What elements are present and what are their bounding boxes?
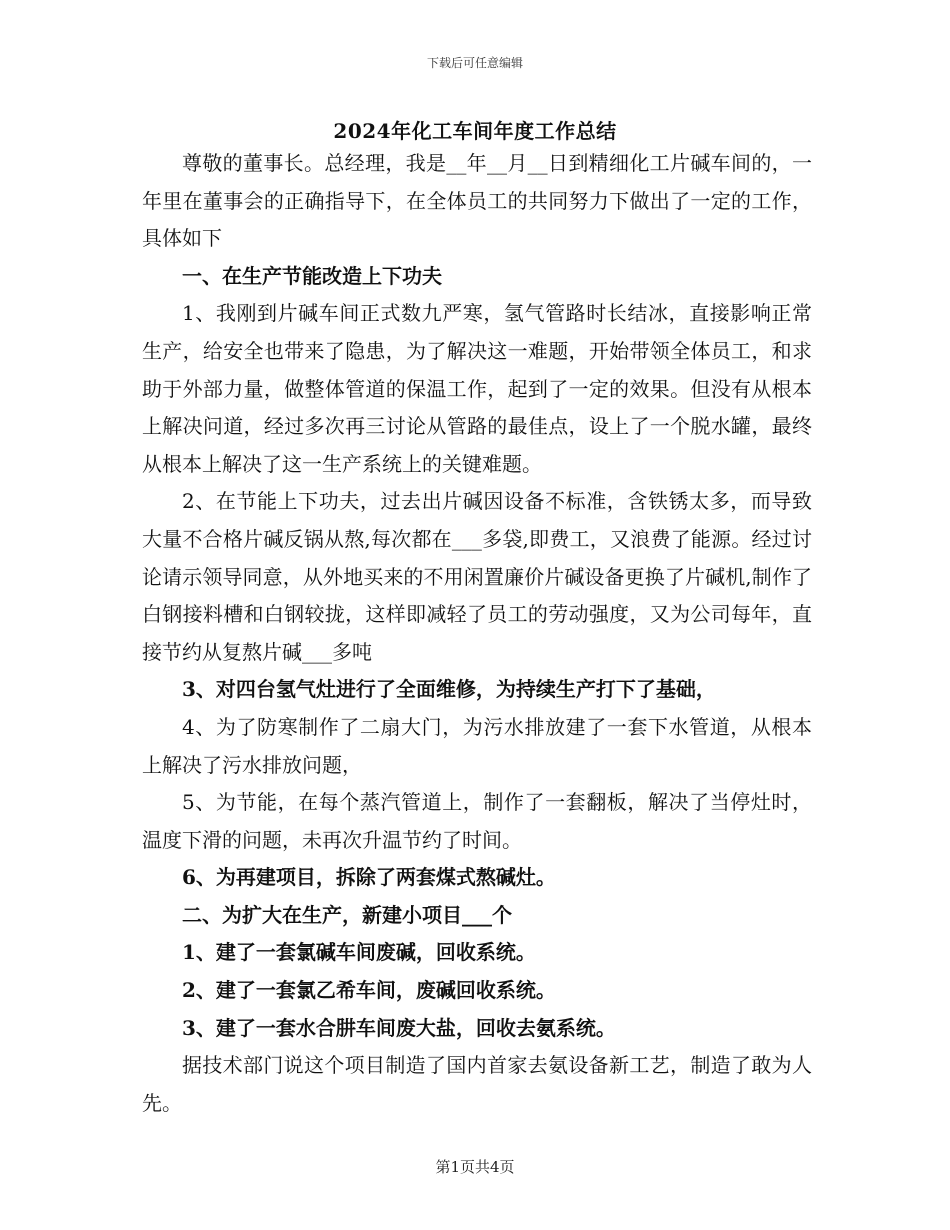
project-item-3: 3、建了一套水合肼车间废大盐，回收去氨系统。 xyxy=(182,1015,616,1040)
page-footer: 第1页共4页 xyxy=(435,1158,515,1176)
project-item-1: 1、建了一套氯碱车间废碱，回收系统。 xyxy=(182,940,536,965)
section-heading-1: 一、在生产节能改造上下功夫 xyxy=(182,263,442,288)
paragraph-closing: 据技术部门说这个项目制造了国内首家去氨设备新工艺，制造了敢为人先。 xyxy=(142,1053,812,1115)
paragraph-intro: 尊敬的董事长。总经理，我是__年__月__日到精细化工片碱车间的，一年里在董事会的正确指导下，在全体员工的共同努力下做出了一定的工作，具体如下 xyxy=(142,151,812,251)
header-note: 下载后可任意编辑 xyxy=(426,56,523,70)
paragraph-item-6: 6、为再建项目，拆除了两套煤式熬碱灶。 xyxy=(182,865,556,890)
document-title: 2024年化工车间年度工作总结 xyxy=(333,119,617,143)
paragraph-item-3: 3、对四台氢气灶进行了全面维修，为持续生产打下了基础， xyxy=(182,677,716,702)
project-item-2: 2、建了一套氯乙希车间，废碱回收系统。 xyxy=(182,978,556,1003)
paragraph-item-1: 1、我刚到片碱车间正式数九严寒，氢气管路时长结冰，直接影响正常生产，给安全也带来了隐患，为了解决这一难题，开始带领全体员工，和求助于外部力量，做整体管道的保温工作，起到了一定的效果。但没有从根本上解决问道，经过多次再三讨论从管路的最佳点，设上了一个脱水罐，最终从根本上解决了这一生产系统上的关键难题。 xyxy=(142,301,812,476)
paragraph-item-5: 5、为节能，在每个蒸汽管道上，制作了一套翻板，解决了当停灶时，温度下滑的问题，未再次升温节约了时间。 xyxy=(142,790,812,852)
paragraph-item-2: 2、在节能上下功夫，过去出片碱因设备不标准，含铁锈太多，而导致大量不合格片碱反锅从熬,每次都在___多袋,即费工，又浪费了能源。经过讨论请示领导同意，从外地买来的不用闲置廉价片碱设备更换了片碱机,制作了白钢接料槽和白钢较拢，这样即减轻了员工的劳动强度，又为公司每年，直接节约从复熬片碱___多吨 xyxy=(142,489,812,664)
section-heading-2: 二、为扩大在生产，新建小项目___个 xyxy=(182,902,512,927)
paragraph-item-4: 4、为了防寒制作了二扇大门，为污水排放建了一套下水管道，从根本上解决了污水排放问题， xyxy=(142,714,812,777)
document-body xyxy=(142,145,812,1122)
